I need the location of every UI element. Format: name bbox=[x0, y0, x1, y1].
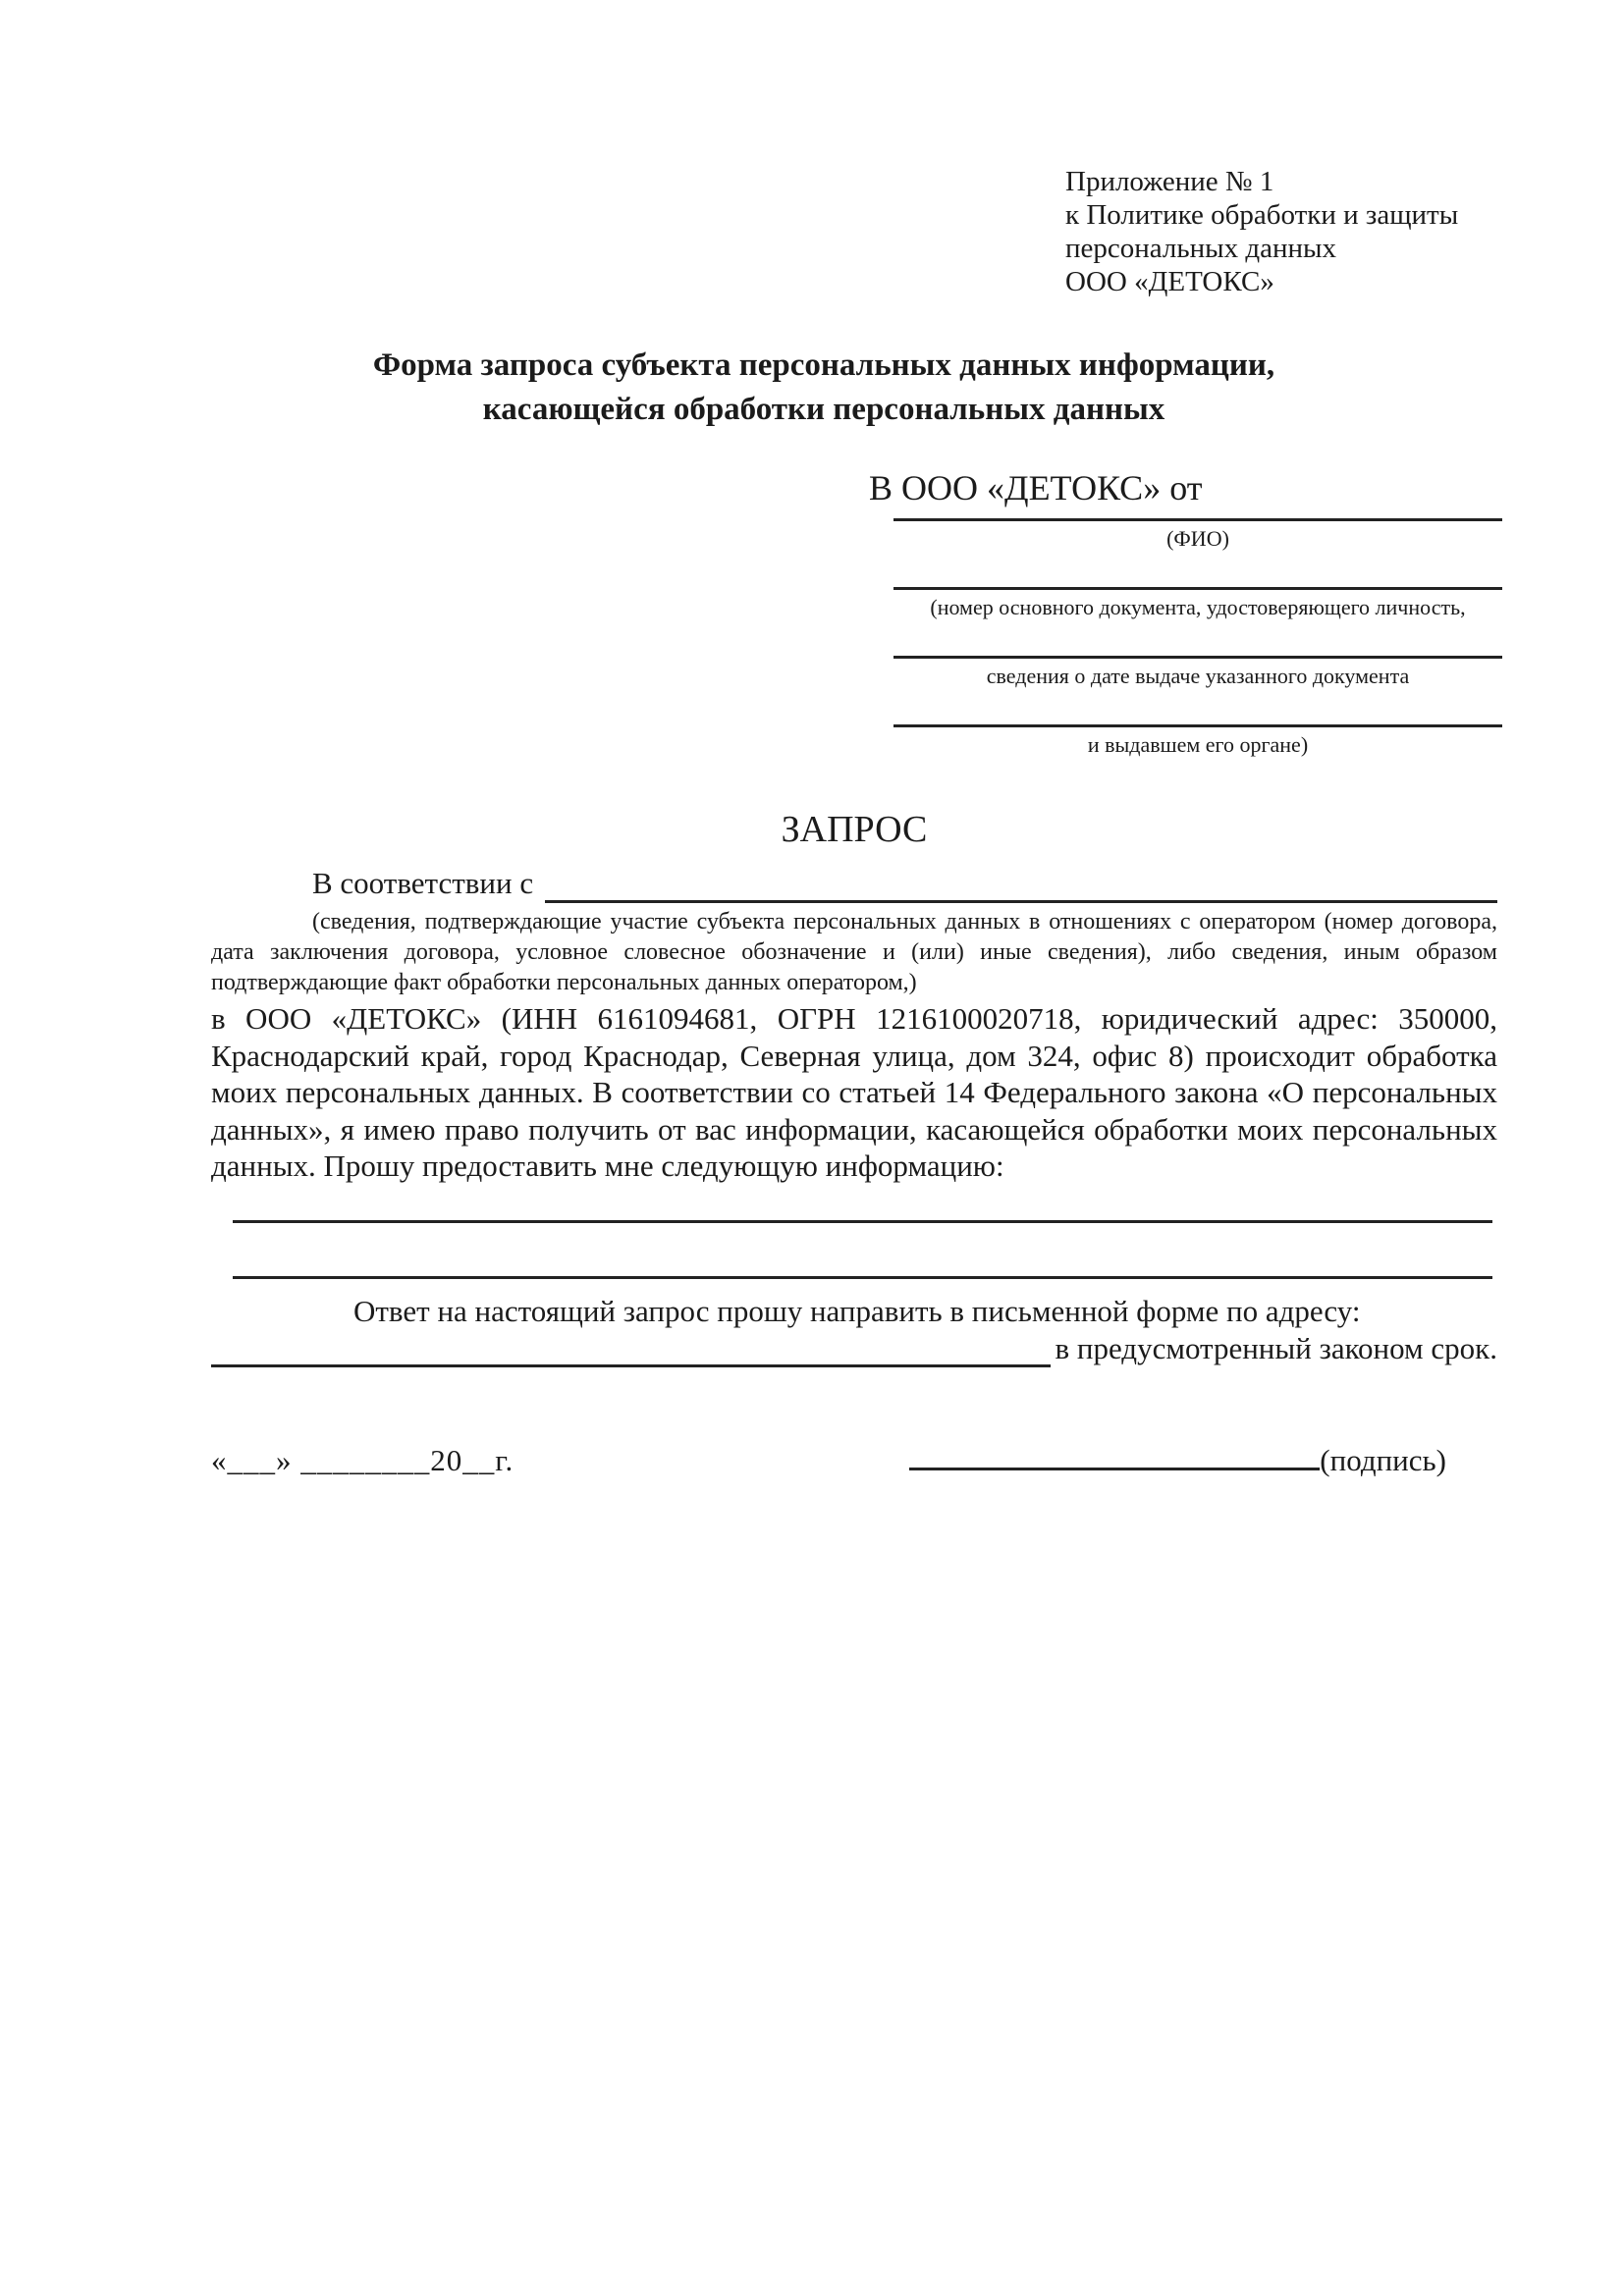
date-blank-line: «___» ________20__г. bbox=[211, 1442, 514, 1477]
document-title bbox=[211, 344, 1436, 432]
field-document-number bbox=[893, 587, 1502, 620]
fill-line bbox=[893, 518, 1502, 521]
signature-line bbox=[909, 1438, 1320, 1470]
fill-line bbox=[893, 724, 1502, 727]
response-address-row bbox=[211, 1330, 1497, 1367]
field-issue-date bbox=[893, 656, 1502, 689]
field-label: (номер основного документа, удостоверяющего личность, bbox=[930, 595, 1466, 619]
request-body: в ООО «ДЕТОКС» (ИНН 6161094681, ОГРН 1216100020718, юридический адрес: 350000, Краснодарский край, город Краснодар, Северная улица, дом 324, офис 8) происходит обработка моих персональных данных. В соответствии со статьей 14 Федерального закона «О персональных данных», я имею право получить от вас информации, касающейся обработки моих персональных данных. Прошу предоставить мне следующую информацию: bbox=[211, 1001, 1497, 1183]
appendix-line: ООО «ДЕТОКС» bbox=[1065, 266, 1274, 297]
field-fio bbox=[893, 518, 1502, 552]
appendix-line: персональных данных bbox=[1065, 233, 1337, 264]
intro-note: (сведения, подтверждающие участие субъекта персональных данных в отношениях с оператором (номер договора, дата заключения договора, условное словесное обозначение и (или) иные сведения), либо сведения, иным образом подтверждающие факт обработки персональных данных оператором,) bbox=[211, 909, 1497, 995]
response-suffix: в предусмотренный законом срок. bbox=[1055, 1330, 1497, 1365]
appendix-line: Приложение № 1 bbox=[1065, 166, 1274, 197]
footer-row bbox=[211, 1438, 1497, 1480]
fill-line bbox=[893, 587, 1502, 590]
fill-line bbox=[211, 1333, 1051, 1367]
signature-label: (подпись) bbox=[1320, 1442, 1446, 1477]
request-heading: ЗАПРОС bbox=[781, 809, 928, 850]
appendix-line: к Политике обработки и защиты bbox=[1065, 199, 1459, 231]
intro-row bbox=[211, 864, 1497, 903]
response-paragraph: Ответ на настоящий запрос прошу направить в письменной форме по адресу: bbox=[353, 1293, 1361, 1328]
fill-line bbox=[893, 656, 1502, 659]
intro-prefix: В соответствии с bbox=[312, 866, 534, 900]
addressee-to-line: В ООО «ДЕТОКС» от bbox=[869, 468, 1203, 507]
fill-line bbox=[545, 867, 1497, 903]
appendix-block bbox=[1065, 165, 1497, 298]
signature-group bbox=[909, 1438, 1446, 1480]
document-content bbox=[211, 165, 1497, 1480]
field-label: и выдавшем его органе) bbox=[1087, 732, 1309, 757]
addressee-fields bbox=[893, 518, 1502, 758]
fill-line bbox=[233, 1276, 1492, 1279]
fill-line bbox=[233, 1220, 1492, 1223]
document-title-line2: касающейся обработки персональных данных bbox=[482, 392, 1165, 427]
document-title-line1: Форма запроса субъекта персональных данных информации, bbox=[372, 347, 1275, 383]
field-label: сведения о дате выдаче указанного документа bbox=[986, 664, 1410, 688]
field-issuing-authority bbox=[893, 724, 1502, 758]
field-label: (ФИО) bbox=[1166, 526, 1229, 551]
